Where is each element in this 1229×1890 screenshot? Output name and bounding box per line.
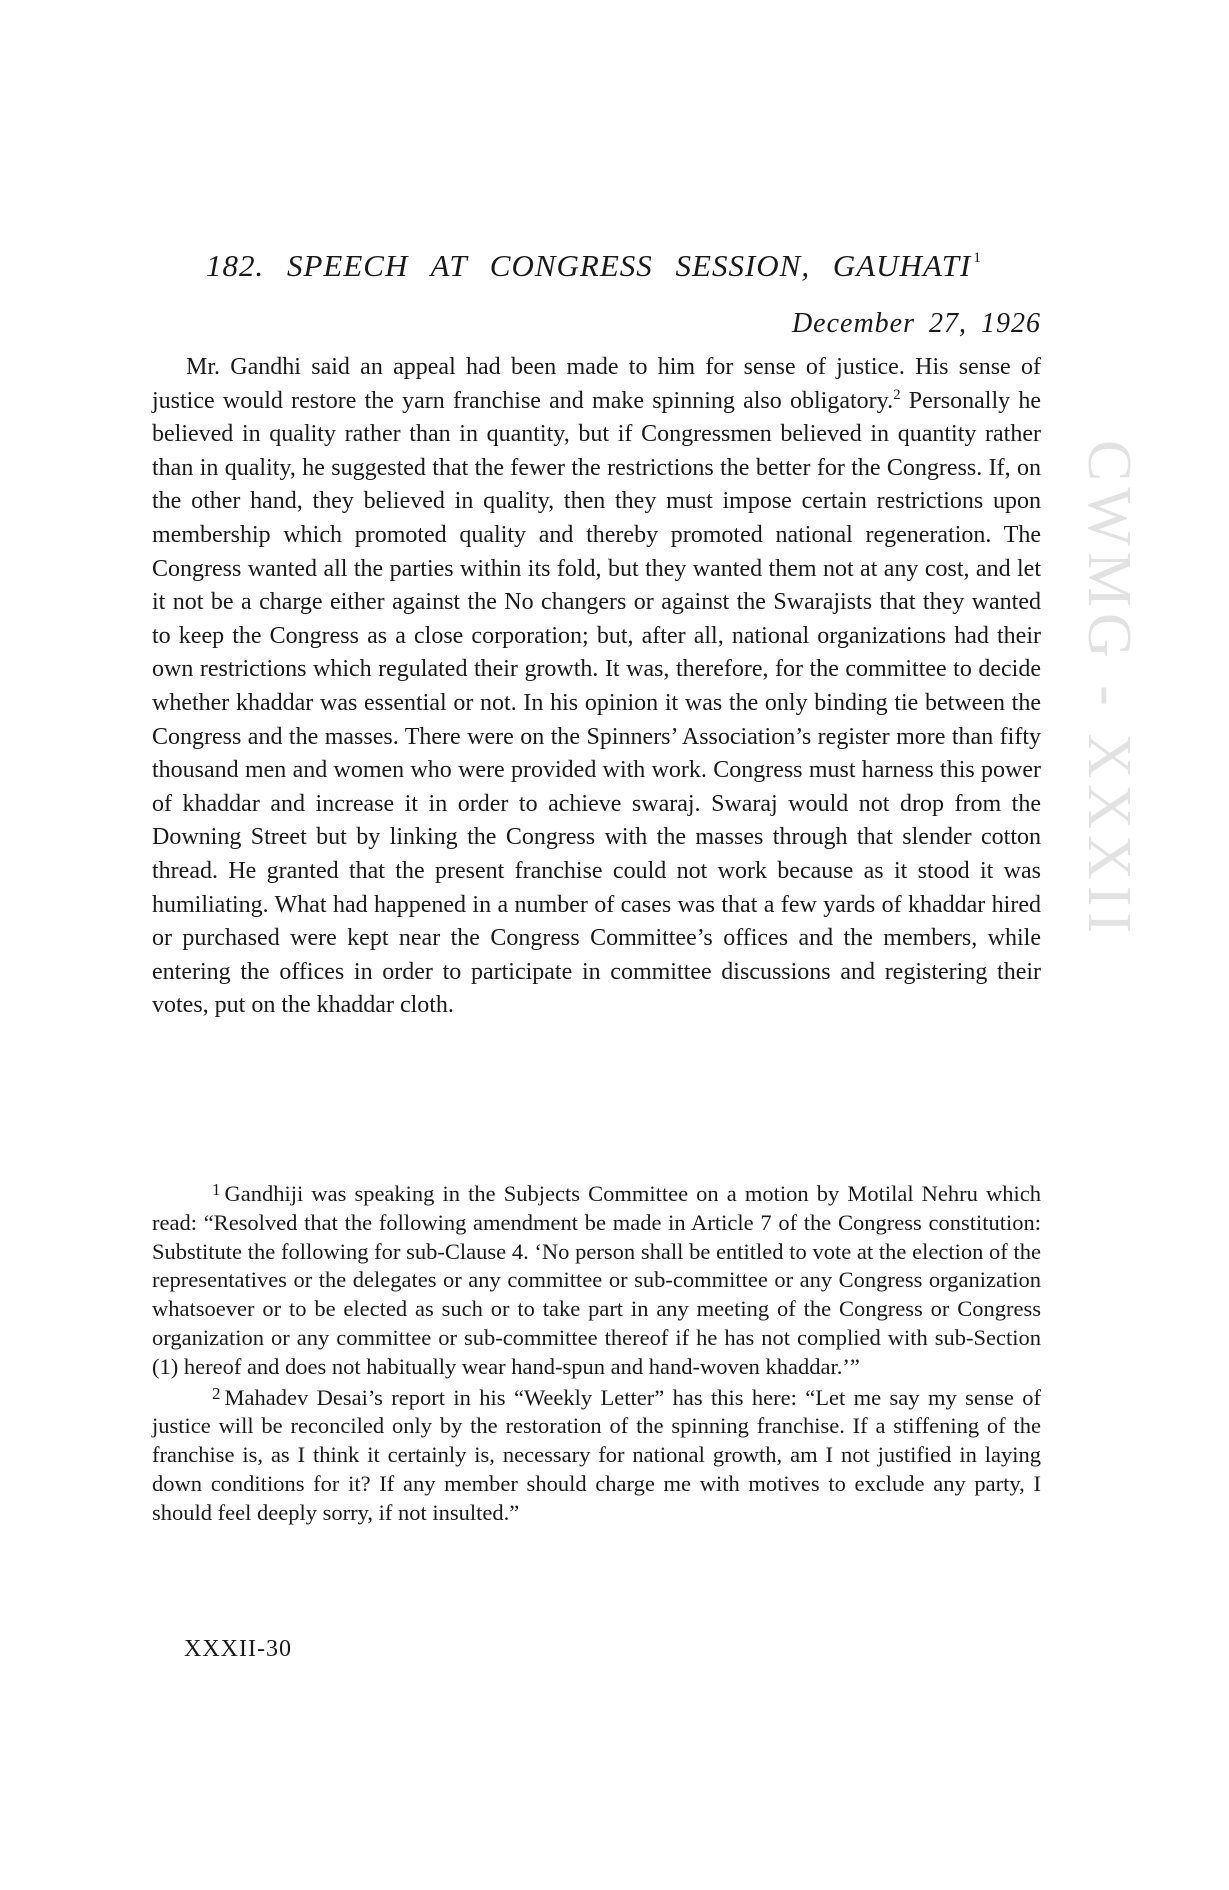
- footnote-2: [152, 1384, 1041, 1528]
- speech-title: SPEECH AT CONGRESS SESSION, GAUHATI: [287, 248, 972, 283]
- speech-date: December 27, 1926: [791, 308, 1041, 339]
- watermark: CWMG - XXXII: [1075, 440, 1143, 940]
- footnote-number: 1: [212, 1180, 221, 1199]
- body-text-part2: Personally he believed in quality rather than in quantity, but if Congressmen believed in quantity rather than in quality, he suggested that the fewer the restrictions the better for the Congress. If, on the other hand, they believed in quality, then they must impose certain restrictions upon membership which promoted quality and thereby promoted national regeneration. The Congress wanted all the parties within its fold, but they wanted them not at any cost, and let it not be a charge either against the No changers or against the Swarajists that they wanted to keep the Congress as a close corporation; but, after all, national organizations had their own restrictions which regulated their growth. It was, therefore, for the committee to decide whether khaddar was essential or not. In his opinion it was the only binding tie between the Congress and the masses. There were on the Spinners’ Association’s register more than fifty thousand men and women who were provided with work. Congress must harness this power of khaddar and increase it in order to achieve swaraj. Swaraj would not drop from the Downing Street but by linking the Congress with the masses through that slender cotton thread. He granted that the present franchise could not work because as it stood it was humiliating. What had happened in a number of cases was that a few yards of khaddar hired or purchased were kept near the Congress Committee’s offices and the members, while entering the offices in order to participate in committee discussions and registering their votes, put on the khaddar cloth.: [152, 387, 1041, 1019]
- speech-body: [152, 351, 1041, 1023]
- page-code: XXXII-30: [184, 1636, 292, 1662]
- footnote-text: Mahadev Desai’s report in his “Weekly Letter” has this here: “Let me say my sense of justice will be reconciled only by the restoration of the spinning franchise. If a stiffening of the franchise is, as I think it certainly is, necessary for national growth, am I not justified in laying down conditions for it? If any member should charge me with motives to exclude any party, I should feel deeply sorry, if not insulted.”: [152, 1384, 1041, 1525]
- body-footnote-ref[interactable]: 2: [893, 386, 901, 403]
- heading-footnote-ref[interactable]: 1: [973, 250, 982, 266]
- body-text-part1: Mr. Gandhi said an appeal had been made to him for sense of justice. His sense of justice would restore the yarn franchise and make spinning also obligatory.: [152, 354, 1041, 414]
- footnote-number: 2: [212, 1383, 221, 1403]
- footnote-1: [152, 1180, 1041, 1382]
- speech-number: 182.: [206, 248, 265, 283]
- footnote-text: Gandhiji was speaking in the Subjects Committee on a motion by Motilal Nehru which read: “Resolved that the following amendment be made in Article 7 of the Congress constitution: Substitute the following for sub-Clause 4. ‘No person shall be entitled to vote at the election of the representatives or the delegates or any committee or sub-committee or any Congress organization whatsoever or to be elected as such or to take part in any meeting of the Congress or Congress organization or any committee or sub-committee thereof if he has not complied with sub-Section (1) hereof and does not habitually wear hand-spun and hand-woven khaddar.’”: [152, 1181, 1041, 1379]
- speech-heading: [206, 248, 1056, 284]
- footnotes: [152, 1180, 1041, 1530]
